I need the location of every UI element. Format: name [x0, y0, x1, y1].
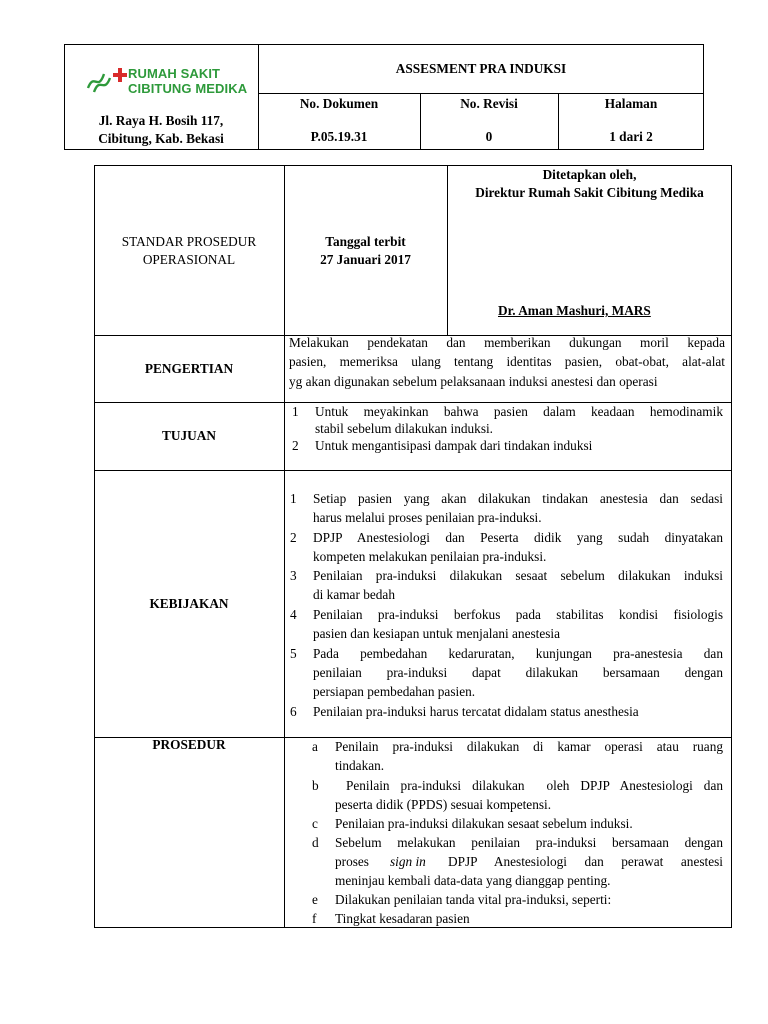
list-item: Dilakukan penilaian tanda vital pra-induksi, seperti: — [335, 892, 612, 907]
list-item: Untuk meyakinkan bahwa pasien dalam keadaan hemodinamik — [315, 404, 723, 419]
list-item-letter: d — [312, 835, 319, 850]
list-item: Setiap pasien yang akan dilakukan tindakan anestesia dan sedasi — [313, 491, 723, 506]
spo-label — [94, 233, 284, 269]
list-item-letter: c — [312, 816, 318, 831]
pengertian-label: PENGERTIAN — [144, 361, 234, 376]
list-item-continued: stabil sebelum dilakukan induksi. — [315, 421, 494, 436]
list-item: Untuk mengantisipasi dampak dari tindakan induksi — [315, 438, 593, 453]
list-item-number: 1 — [290, 491, 297, 506]
revisi-value: 0 — [485, 129, 493, 144]
address-line2: Cibitung, Kab. Bekasi — [98, 131, 224, 146]
list-item-continued: DPJP Anestesiologi dan perawat anestesi — [448, 854, 723, 869]
list-item-continued: penilaian pra-induksi dapat dilakukan bersamaan dengan — [313, 665, 723, 680]
list-item: DPJP Anestesiologi dan Peserta didik yang sudah dinyatakan — [313, 530, 723, 545]
kebijakan-label: KEBIJAKAN — [149, 596, 229, 611]
list-item-continued: meninjau kembali data-data yang dianggap penting. — [335, 873, 611, 888]
dokumen-value: P.05.19.31 — [310, 129, 368, 144]
list-item-number: 3 — [290, 568, 297, 583]
list-item-number: 5 — [290, 646, 297, 661]
tanggal-value: 27 Januari 2017 — [320, 252, 411, 267]
hospital-name — [128, 66, 247, 96]
pengertian-line1: Melakukan pendekatan dan memberikan dukungan moril kepada — [289, 335, 725, 350]
list-item-continued: di kamar bedah — [313, 587, 395, 602]
document-title: ASSESMENT PRA INDUKSI — [395, 61, 567, 76]
list-item: Penilaian pra-induksi dilakukan sesaat sebelum dilakukan induksi — [313, 568, 723, 583]
hospital-logo-icon — [84, 64, 128, 96]
list-item-letter: e — [312, 892, 318, 907]
list-item-letter: a — [312, 739, 318, 754]
sign-in-term: sign in — [390, 854, 426, 869]
list-item: Penilain pra-induksi dilakukan oleh DPJP Anestesiologi dan — [335, 778, 723, 793]
ditetapkan-block — [447, 166, 732, 202]
list-item-continued: harus melalui proses penilaian pra-induksi. — [313, 510, 542, 525]
list-item-number: 2 — [290, 530, 297, 545]
tanggal-label: Tanggal terbit — [325, 234, 406, 249]
dokumen-label: No. Dokumen — [299, 96, 379, 111]
list-item-number: 2 — [292, 438, 299, 453]
halaman-value: 1 dari 2 — [609, 129, 653, 144]
tanggal-terbit — [284, 233, 447, 269]
list-item: Sebelum melakukan penilaian pra-induksi bersamaan dengan — [335, 835, 723, 850]
list-item: Tingkat kesadaran pasien — [335, 911, 470, 926]
revisi-label: No. Revisi — [460, 96, 518, 111]
list-item-continued: kompeten melakukan penilaian pra-induksi. — [313, 549, 547, 564]
list-item-letter: b — [312, 778, 319, 793]
hospital-address — [64, 112, 258, 148]
list-item-continued: peserta didik (PPDS) sesuai kompetensi. — [335, 797, 552, 812]
list-item-number: 4 — [290, 607, 297, 622]
list-item-continued: proses — [335, 854, 369, 869]
list-item-continued: tindakan. — [335, 758, 385, 773]
list-item: Penilain pra-induksi dilakukan di kamar operasi atau ruang — [335, 739, 723, 754]
spo-line1: STANDAR PROSEDUR — [121, 234, 257, 249]
list-item: Penilaian pra-induksi dilakukan sesaat sebelum induksi. — [335, 816, 633, 831]
list-item-number: 1 — [292, 404, 299, 419]
hospital-name-line1: RUMAH SAKIT — [128, 66, 221, 81]
tujuan-label: TUJUAN — [162, 428, 216, 443]
prosedur-label: PROSEDUR — [152, 737, 226, 752]
signer-name: Dr. Aman Mashuri, MARS — [498, 303, 651, 318]
pengertian-text — [289, 333, 725, 391]
list-item: Penilaian pra-induksi harus tercatat didalam status anesthesia — [313, 704, 639, 719]
list-item: Penilaian pra-induksi berfokus pada stabilitas kondisi fisiologis — [313, 607, 723, 622]
list-item-continued: persiapan pembedahan pasien. — [313, 684, 476, 699]
halaman-label: Halaman — [604, 96, 658, 111]
ditetapkan-label: Ditetapkan oleh, — [542, 167, 637, 182]
hospital-name-line2: CIBITUNG MEDIKA — [128, 81, 248, 96]
address-line1: Jl. Raya H. Bosih 117, — [98, 113, 224, 128]
list-item-letter: f — [312, 911, 317, 926]
pengertian-line3: yg akan digunakan sebelum pelaksanaan induksi anestesi dan operasi — [289, 373, 658, 389]
list-item-number: 6 — [290, 704, 297, 719]
pengertian-line2: pasien, memeriksa ulang tentang identitas pasien, obat-obat, alat-alat — [289, 354, 725, 370]
list-item: Pada pembedahan kedaruratan, kunjungan pra-anestesia dan — [313, 646, 723, 661]
spo-line2: OPERASIONAL — [142, 252, 236, 267]
list-item-continued: pasien dan kesiapan untuk menjalani anestesia — [313, 626, 561, 641]
direktur-label: Direktur Rumah Sakit Cibitung Medika — [475, 185, 704, 200]
